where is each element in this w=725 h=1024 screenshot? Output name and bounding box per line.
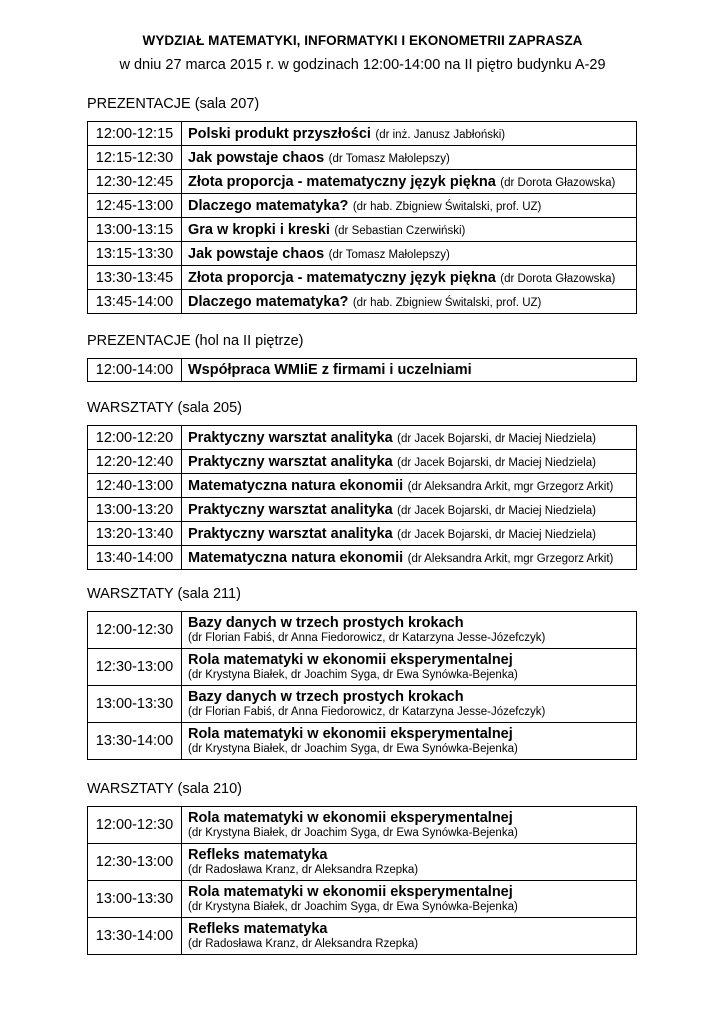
activity-authors: (dr Krystyna Białek, dr Joachim Syga, dr Ewa Synówka-Bejenka) <box>188 669 518 681</box>
activity-title: Praktyczny warsztat analityka <box>188 429 393 446</box>
time-cell: 13:30-13:45 <box>88 266 182 290</box>
page-subtitle: w dniu 27 marca 2015 r. w godzinach 12:00-14:00 na II piętro budynku A-29 <box>119 57 606 73</box>
activity-cell <box>182 170 637 194</box>
activity-text <box>188 884 636 914</box>
activity-text <box>188 549 613 566</box>
page-title: WYDZIAŁ MATEMATYKI, INFORMATYKI I EKONOMETRII ZAPRASZA <box>142 33 583 48</box>
activity-title: Refleks matematyka <box>188 921 328 937</box>
time-cell: 13:40-14:00 <box>88 546 182 570</box>
activity-title: Polski produkt przyszłości <box>188 125 371 142</box>
activity-authors: (dr Jacek Bojarski, dr Maciej Niedziela) <box>397 504 596 517</box>
activity-cell <box>182 807 637 844</box>
activity-cell <box>182 359 637 382</box>
activity-cell <box>182 546 637 570</box>
activity-text <box>188 652 636 682</box>
activity-text <box>188 689 636 719</box>
activity-title: Praktyczny warsztat analityka <box>188 453 393 470</box>
activity-text <box>188 197 541 214</box>
table-row <box>88 686 637 723</box>
table-row <box>88 522 637 546</box>
activity-cell <box>182 474 637 498</box>
table-row <box>88 612 637 649</box>
activity-authors: (dr Dorota Głazowska) <box>500 272 616 285</box>
activity-authors: (dr Aleksandra Arkit, mgr Grzegorz Arkit) <box>407 552 614 565</box>
activity-cell <box>182 498 637 522</box>
activity-title: Rola matematyki w ekonomii eksperymentalnej <box>188 884 513 900</box>
activity-authors: (dr Tomasz Małolepszy) <box>328 152 450 165</box>
section-title: WARSZTATY (sala 210) <box>87 781 242 797</box>
activity-text <box>188 810 636 840</box>
schedule-table <box>87 121 637 314</box>
activity-title: Gra w kropki i kreski <box>188 221 330 238</box>
activity-title: Bazy danych w trzech prostych krokach <box>188 689 464 705</box>
activity-title: Matematyczna natura ekonomii <box>188 549 404 566</box>
activity-authors: (dr Jacek Bojarski, dr Maciej Niedziela) <box>397 528 596 541</box>
table-row <box>88 807 637 844</box>
activity-cell <box>182 686 637 723</box>
schedule-table <box>87 611 637 760</box>
section-title: PREZENTACJE (sala 207) <box>87 96 260 112</box>
activity-text <box>188 453 596 470</box>
time-cell: 12:00-14:00 <box>88 359 182 382</box>
time-cell: 12:45-13:00 <box>88 194 182 218</box>
time-cell: 13:00-13:30 <box>88 686 182 723</box>
time-cell: 12:00-12:20 <box>88 426 182 450</box>
activity-title: Złota proporcja - matematyczny język piękna <box>188 173 496 190</box>
table-row <box>88 170 637 194</box>
activity-text <box>188 173 615 190</box>
time-cell: 12:30-13:00 <box>88 844 182 881</box>
table-row <box>88 546 637 570</box>
activity-cell <box>182 881 637 918</box>
activity-authors: (dr hab. Zbigniew Świtalski, prof. UZ) <box>352 296 542 309</box>
activity-cell <box>182 194 637 218</box>
time-cell: 13:30-14:00 <box>88 723 182 760</box>
activity-text <box>188 525 596 542</box>
activity-authors: (dr Sebastian Czerwiński) <box>334 224 466 237</box>
activity-text <box>188 149 450 166</box>
time-cell: 12:00-12:30 <box>88 612 182 649</box>
schedule-table <box>87 806 637 955</box>
activity-cell <box>182 649 637 686</box>
activity-cell <box>182 723 637 760</box>
table-row <box>88 450 637 474</box>
time-cell: 13:00-13:20 <box>88 498 182 522</box>
activity-authors: (dr inż. Janusz Jabłoński) <box>375 128 506 141</box>
table-row <box>88 194 637 218</box>
activity-authors: (dr Krystyna Białek, dr Joachim Syga, dr Ewa Synówka-Bejenka) <box>188 827 518 839</box>
section-title: WARSZTATY (sala 211) <box>87 586 241 602</box>
activity-title: Matematyczna natura ekonomii <box>188 477 404 494</box>
time-cell: 13:20-13:40 <box>88 522 182 546</box>
activity-text <box>188 293 541 310</box>
table-row <box>88 146 637 170</box>
activity-text <box>188 477 613 494</box>
time-cell: 12:20-12:40 <box>88 450 182 474</box>
activity-title: Dlaczego matematyka? <box>188 293 349 310</box>
activity-authors: (dr Florian Fabiś, dr Anna Fiedorowicz, dr Katarzyna Jesse-Józefczyk) <box>188 632 546 644</box>
activity-authors: (dr Florian Fabiś, dr Anna Fiedorowicz, dr Katarzyna Jesse-Józefczyk) <box>188 706 546 718</box>
activity-title: Rola matematyki w ekonomii eksperymentalnej <box>188 810 513 826</box>
table-row <box>88 290 637 314</box>
activity-cell <box>182 918 637 955</box>
activity-cell <box>182 242 637 266</box>
activity-cell <box>182 522 637 546</box>
table-row <box>88 723 637 760</box>
activity-title: Jak powstaje chaos <box>188 245 325 262</box>
table-row <box>88 359 637 382</box>
activity-text <box>188 429 596 446</box>
time-cell: 12:00-12:30 <box>88 807 182 844</box>
table-row <box>88 881 637 918</box>
activity-title: Refleks matematyka <box>188 847 328 863</box>
table-row <box>88 218 637 242</box>
activity-title: Praktyczny warsztat analityka <box>188 501 393 518</box>
activity-cell <box>182 612 637 649</box>
time-cell: 13:00-13:30 <box>88 881 182 918</box>
table-row <box>88 474 637 498</box>
activity-text <box>188 245 450 262</box>
table-row <box>88 498 637 522</box>
activity-cell <box>182 266 637 290</box>
activity-authors: (dr hab. Zbigniew Świtalski, prof. UZ) <box>352 200 542 213</box>
activity-authors: (dr Tomasz Małolepszy) <box>328 248 450 261</box>
activity-cell <box>182 426 637 450</box>
activity-title: Współpraca WMIiE z firmami i uczelniami <box>188 362 472 378</box>
activity-title: Rola matematyki w ekonomii eksperymentalnej <box>188 652 513 668</box>
activity-title: Bazy danych w trzech prostych krokach <box>188 615 464 631</box>
time-cell: 13:30-14:00 <box>88 918 182 955</box>
activity-authors: (dr Krystyna Białek, dr Joachim Syga, dr Ewa Synówka-Bejenka) <box>188 743 518 755</box>
table-row <box>88 426 637 450</box>
activity-authors: (dr Jacek Bojarski, dr Maciej Niedziela) <box>397 432 596 445</box>
activity-authors: (dr Dorota Głazowska) <box>500 176 616 189</box>
activity-text <box>188 125 505 142</box>
table-row <box>88 918 637 955</box>
table-row <box>88 844 637 881</box>
time-cell: 12:30-13:00 <box>88 649 182 686</box>
activity-authors: (dr Radosława Kranz, dr Aleksandra Rzepka) <box>188 864 419 876</box>
activity-cell <box>182 122 637 146</box>
activity-cell <box>182 844 637 881</box>
table-row <box>88 122 637 146</box>
time-cell: 12:15-12:30 <box>88 146 182 170</box>
activity-text <box>188 361 472 378</box>
activity-authors: (dr Krystyna Białek, dr Joachim Syga, dr Ewa Synówka-Bejenka) <box>188 901 518 913</box>
activity-cell <box>182 146 637 170</box>
activity-title: Złota proporcja - matematyczny język piękna <box>188 269 496 286</box>
activity-text <box>188 501 596 518</box>
activity-authors: (dr Jacek Bojarski, dr Maciej Niedziela) <box>397 456 596 469</box>
activity-title: Dlaczego matematyka? <box>188 197 349 214</box>
table-row <box>88 242 637 266</box>
time-cell: 13:45-14:00 <box>88 290 182 314</box>
activity-text <box>188 221 465 238</box>
activity-title: Rola matematyki w ekonomii eksperymentalnej <box>188 726 513 742</box>
activity-text <box>188 269 615 286</box>
schedule-table <box>87 425 637 570</box>
section-title: PREZENTACJE (hol na II piętrze) <box>87 333 304 349</box>
activity-authors: (dr Aleksandra Arkit, mgr Grzegorz Arkit) <box>407 480 614 493</box>
activity-text <box>188 726 636 756</box>
activity-authors: (dr Radosława Kranz, dr Aleksandra Rzepka) <box>188 938 419 950</box>
activity-text <box>188 847 636 877</box>
section-title: WARSZTATY (sala 205) <box>87 400 242 416</box>
time-cell: 12:00-12:15 <box>88 122 182 146</box>
activity-title: Praktyczny warsztat analityka <box>188 525 393 542</box>
table-row <box>88 266 637 290</box>
activity-cell <box>182 450 637 474</box>
activity-text <box>188 615 636 645</box>
time-cell: 13:15-13:30 <box>88 242 182 266</box>
time-cell: 12:30-12:45 <box>88 170 182 194</box>
table-row <box>88 649 637 686</box>
schedule-table <box>87 358 637 382</box>
time-cell: 13:00-13:15 <box>88 218 182 242</box>
time-cell: 12:40-13:00 <box>88 474 182 498</box>
activity-cell <box>182 290 637 314</box>
activity-cell <box>182 218 637 242</box>
activity-title: Jak powstaje chaos <box>188 149 325 166</box>
activity-text <box>188 921 636 951</box>
